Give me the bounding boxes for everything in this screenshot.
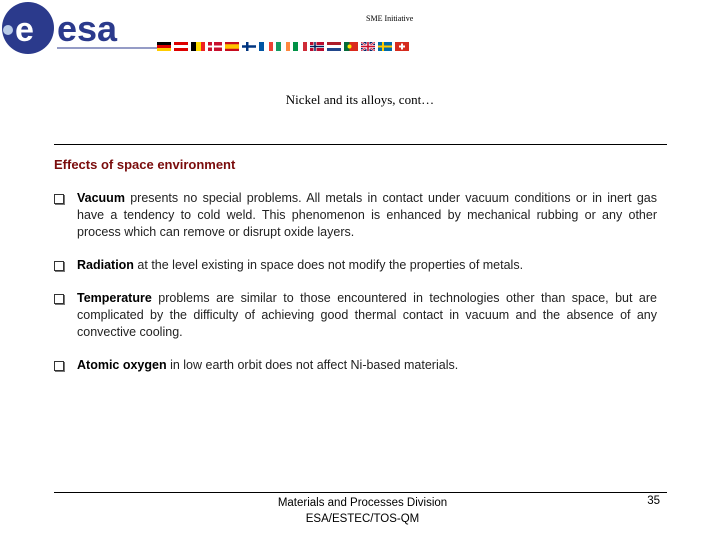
italy-flag-icon xyxy=(293,42,307,51)
checkbox-bullet-icon xyxy=(54,261,64,271)
checkbox-bullet-icon xyxy=(54,194,64,204)
denmark-flag-icon xyxy=(208,42,222,51)
portugal-flag-icon xyxy=(344,42,358,51)
france-flag-icon xyxy=(259,42,273,51)
flag-strip xyxy=(157,42,409,52)
checkbox-bullet-icon xyxy=(54,361,64,371)
bullet-text: presents no special problems. All metals in contact under vacuum conditions or in inert gas have a tendency to cold weld. This phenomenon is enhanced by mechanical rubbing or any other process which can remove or disrupt oxide layers. xyxy=(77,191,657,239)
logo-wordmark: esa xyxy=(57,8,118,49)
page-number: 35 xyxy=(647,495,660,507)
spain-flag-icon xyxy=(225,42,239,51)
bullet-item-radiation xyxy=(54,257,657,274)
bullet-term: Vacuum xyxy=(77,191,125,205)
footer-text xyxy=(240,495,485,527)
germany-flag-icon xyxy=(157,42,171,51)
uk-flag-icon xyxy=(361,42,375,51)
sme-initiative-label: SME Initiative xyxy=(366,14,414,23)
bullet-term: Temperature xyxy=(77,291,152,305)
netherlands-flag-icon xyxy=(327,42,341,51)
bullet-text: in low earth orbit does not affect Ni-based materials. xyxy=(166,358,459,372)
norway-flag-icon xyxy=(310,42,324,51)
switzerland-flag-icon xyxy=(395,42,409,51)
bullet-text: at the level existing in space does not modify the properties of metals. xyxy=(133,258,524,272)
footer-divider xyxy=(54,492,667,493)
ireland-flag-icon xyxy=(276,42,290,51)
bullet-item-vacuum xyxy=(54,190,657,241)
section-heading: Effects of space environment xyxy=(54,157,236,172)
finland-flag-icon xyxy=(242,42,256,51)
title-divider xyxy=(54,144,667,145)
bullet-list xyxy=(54,190,657,390)
footer-org: ESA/ESTEC/TOS-QM xyxy=(305,513,420,525)
slide-title: Nickel and its alloys, cont… xyxy=(285,92,435,107)
belgium-flag-icon xyxy=(191,42,205,51)
bullet-term: Radiation xyxy=(77,258,134,272)
austria-flag-icon xyxy=(174,42,188,51)
esa-logo xyxy=(0,0,160,60)
bullet-item-temperature xyxy=(54,290,657,341)
bullet-item-atomic-oxygen xyxy=(54,357,657,374)
footer-division: Materials and Processes Division xyxy=(277,497,448,509)
logo-dot xyxy=(3,25,13,35)
bullet-text: problems are similar to those encountered in technologies other than space, but are complicated by the difficulty of achieving good thermal contact in vacuum and the absence of any convective cooling. xyxy=(77,291,657,339)
sweden-flag-icon xyxy=(378,42,392,51)
bullet-term: Atomic oxygen xyxy=(77,358,167,372)
checkbox-bullet-icon xyxy=(54,294,64,304)
logo-e: e xyxy=(15,11,34,49)
